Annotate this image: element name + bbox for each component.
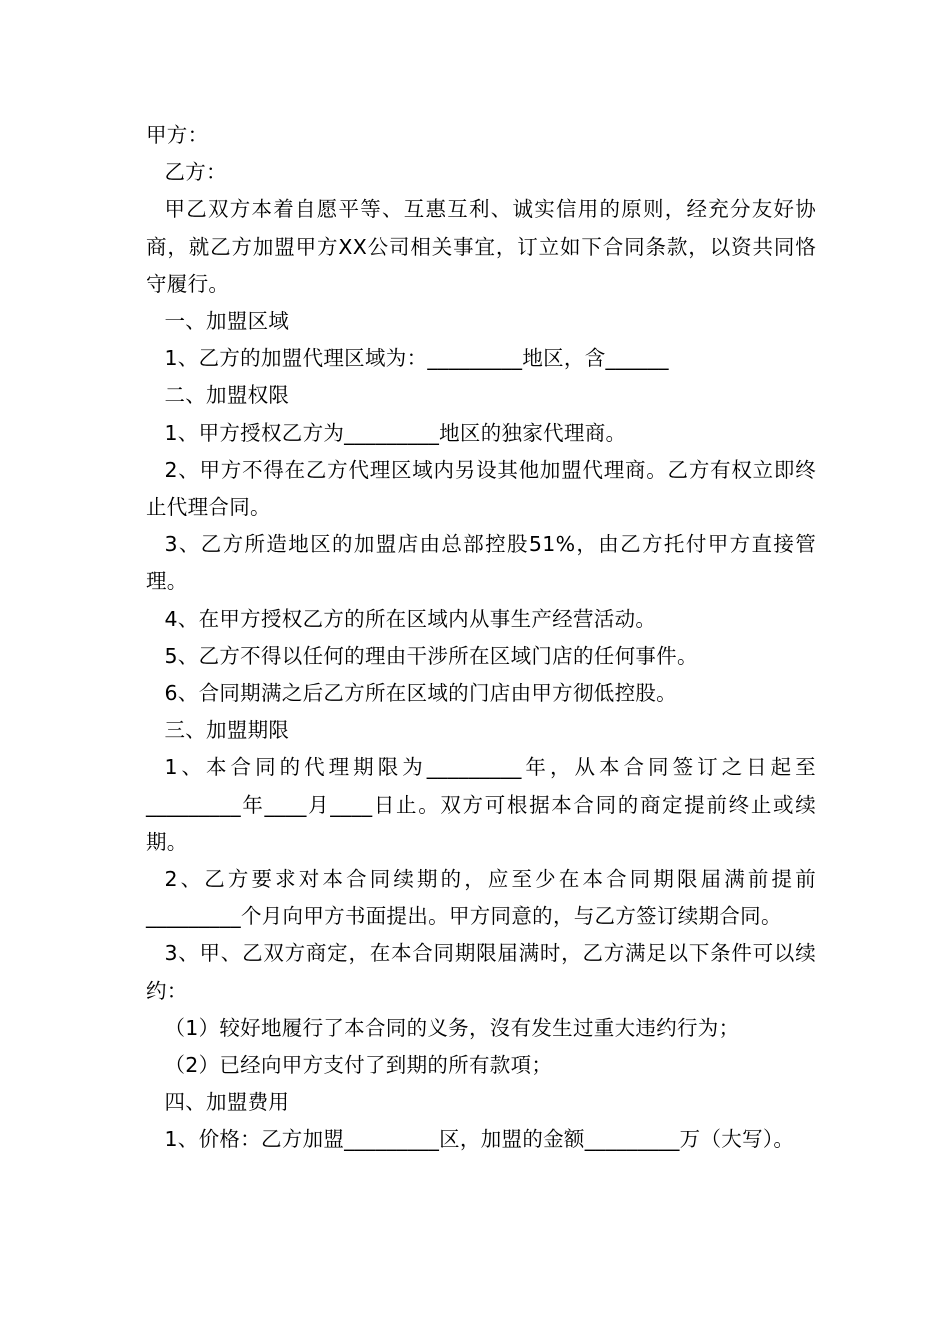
clause-authority-3: 3、乙方所造地区的加盟店由总部控股51%，由乙方托付甲方直接管理。: [146, 532, 816, 594]
party-b-line: 乙方：: [164, 160, 227, 185]
party-a-line: 甲方：: [146, 123, 209, 147]
clause-authority-1: 1、甲方授权乙方为_________地区的独家代理商。: [164, 420, 627, 445]
clause-term-3-item-1: （1）较好地履行了本合同的义务，沒有发生过重大违约行为；: [164, 1015, 740, 1040]
clause-authority-2: 2、甲方不得在乙方代理区域内另设其他加盟代理商。乙方有权立即终止代理合同。: [146, 457, 816, 520]
section-heading-region: 一、加盟区域: [164, 309, 290, 334]
clause-region-1: 1、乙方的加盟代理区域为：_________地区，含______: [164, 346, 669, 371]
preamble-paragraph: 甲乙双方本着自愿平等、互惠互利、诚实信用的原则，经充分友好协商，就乙方加盟甲方XX公司相关事宜，订立如下合同条款，以资共同恪守履行。: [146, 197, 816, 296]
clause-authority-4: 4、在甲方授权乙方的所在区域内从事生产经营活动。: [164, 606, 657, 631]
clause-fees-1: 1、价格：乙方加盟_________区，加盟的金额_________万（大写）。: [164, 1127, 795, 1152]
clause-authority-6: 6、合同期满之后乙方所在区域的门店由甲方彻低控股。: [164, 681, 677, 706]
clause-term-3-item-2: （2）已经向甲方支付了到期的所有款項；: [164, 1053, 553, 1078]
clause-authority-5: 5、乙方不得以任何的理由干涉所在区域门店的任何事件。: [164, 643, 698, 668]
clause-term-2: 2、乙方要求对本合同续期的，应至少在本合同期限届满前提前_________个月向甲方书面提出。甲方同意的，与乙方签订续期合同。: [146, 867, 816, 929]
contract-body: [146, 117, 816, 1159]
clause-term-3: 3、甲、乙双方商定，在本合同期限届满时，乙方满足以下条件可以续约：: [146, 941, 816, 1003]
section-heading-fees: 四、加盟费用: [164, 1090, 290, 1115]
section-heading-authority: 二、加盟权限: [164, 383, 290, 408]
section-heading-term: 三、加盟期限: [164, 718, 290, 743]
clause-term-1: 1、本合同的代理期限为_________年，从本合同签订之日起至_________年____月____日止。双方可根据本合同的商定提前终止或续期。: [146, 755, 816, 854]
